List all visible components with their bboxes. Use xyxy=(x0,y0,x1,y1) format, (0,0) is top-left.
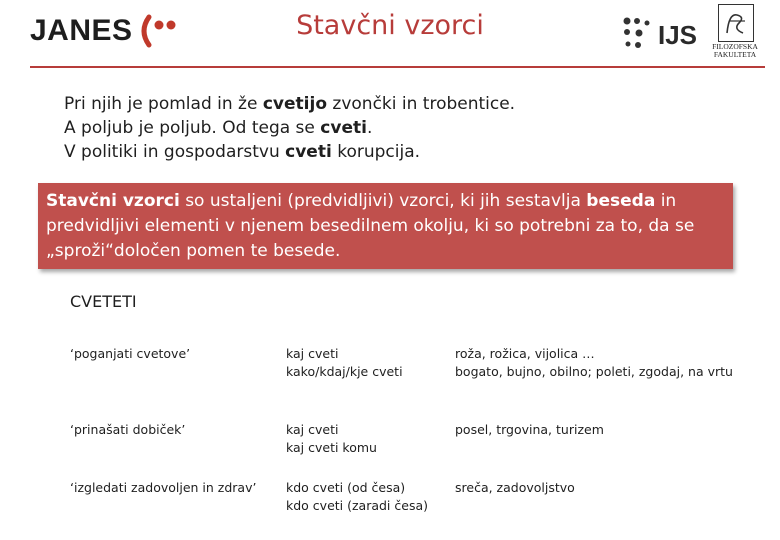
pattern-cell xyxy=(286,345,446,381)
meaning-cell: ‘izgledati zadovoljen in zdrav’ xyxy=(70,480,257,495)
section-title: CVETETI xyxy=(70,292,137,311)
sentence-text: Pri njih je pomlad in že xyxy=(64,94,263,114)
sentence-keyword: cveti xyxy=(320,118,367,138)
slide-header xyxy=(0,0,780,66)
ijs-logo-dots-icon xyxy=(622,16,652,54)
sentence-text: zvončki in trobentice. xyxy=(327,94,516,114)
ijs-logo xyxy=(622,16,697,54)
definition-part: in predvidljivi elementi v njenem besedilnem okolju, ki so potrebni za to, da se „sproži“določen pomen te besede. xyxy=(46,191,695,261)
faculty-emblem-icon xyxy=(718,4,754,42)
pattern-cell xyxy=(286,479,446,515)
meaning-cell: ‘poganjati cvetove’ xyxy=(70,346,191,361)
sentence-text: korupcija. xyxy=(331,142,421,162)
example-sentence xyxy=(64,92,515,116)
examples-cell xyxy=(455,345,735,381)
pattern-line: kaj cveti komu xyxy=(286,440,377,455)
example-sentences xyxy=(64,92,515,164)
examples-cell xyxy=(455,421,735,439)
definition-keyword: beseda xyxy=(586,191,656,211)
pattern-line: kaj cveti xyxy=(286,346,339,361)
sentence-text: V politiki in gospodarstvu xyxy=(64,142,286,162)
example-sentence xyxy=(64,140,515,164)
sentence-keyword: cveti xyxy=(285,142,332,162)
examples-line: posel, trgovina, turizem xyxy=(455,422,604,437)
examples-cell xyxy=(455,479,735,497)
examples-line: sreča, zadovoljstvo xyxy=(455,480,575,495)
definition-part: so ustaljeni (predvidljivi) vzorci, ki jih sestavlja xyxy=(179,191,587,211)
sentence-keyword: cvetijo xyxy=(262,94,327,114)
definition-term: Stavčni vzorci xyxy=(46,191,180,211)
pattern-line: kaj cveti xyxy=(286,422,339,437)
page-title: Stavčni vzorci xyxy=(296,10,484,41)
header-divider xyxy=(30,66,765,68)
ijs-logo-text: IJS xyxy=(658,19,698,50)
faculty-logo-text: FILOZOFSKA FAKULTETA xyxy=(712,42,758,59)
definition-text xyxy=(46,189,736,264)
janes-logo-text: JANES xyxy=(30,14,133,47)
faculty-logo xyxy=(706,4,764,62)
sentence-text: . xyxy=(366,118,373,138)
example-sentence xyxy=(64,116,515,140)
pattern-line: kako/kdaj/kje cveti xyxy=(286,364,403,379)
meaning-cell: ‘prinašati dobiček’ xyxy=(70,422,186,437)
pattern-line: kdo cveti (zaradi česa) xyxy=(286,498,428,513)
sentence-text: A poljub je poljub. Od tega se xyxy=(64,118,321,138)
examples-line: roža, rožica, vijolica … xyxy=(455,346,595,361)
examples-line: bogato, bujno, obilno; poleti, zgodaj, na vrtu xyxy=(455,364,733,379)
pattern-cell xyxy=(286,421,446,457)
pattern-line: kdo cveti (od česa) xyxy=(286,480,406,495)
